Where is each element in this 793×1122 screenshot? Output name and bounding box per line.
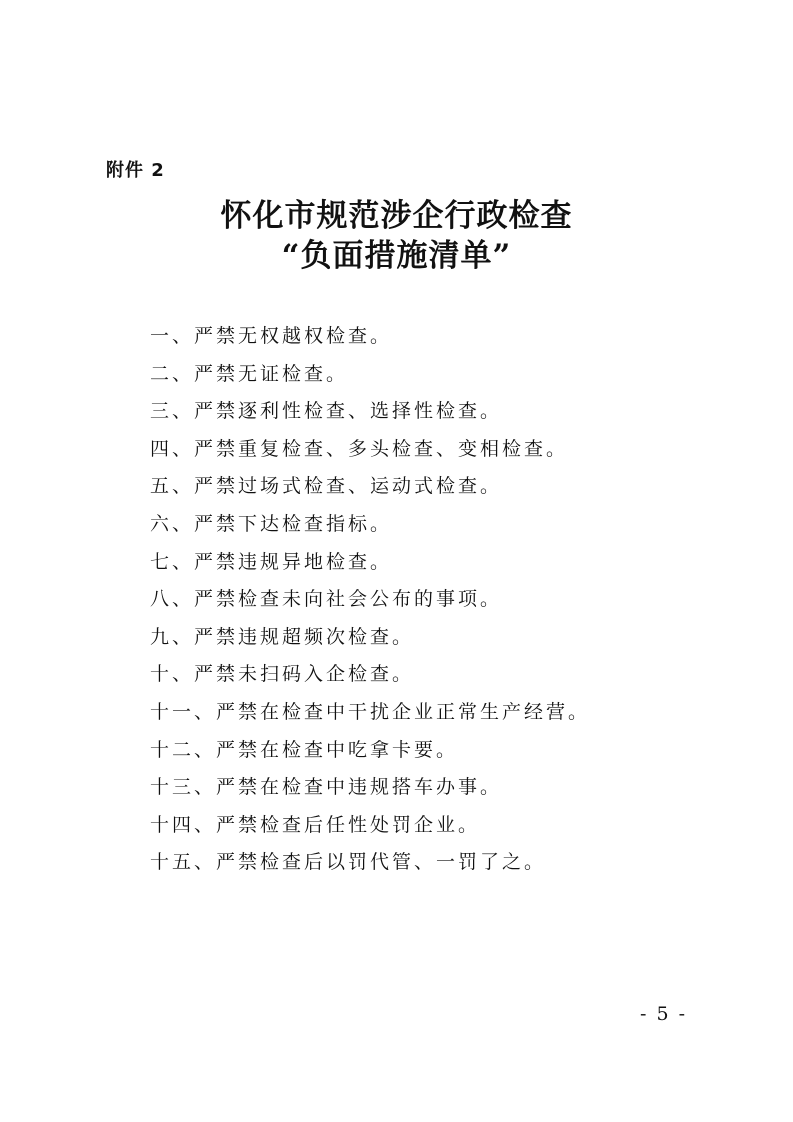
- list-item: 一、严禁无权越权检查。: [150, 325, 393, 347]
- list-item: 五、严禁过场式检查、运动式检查。: [150, 475, 503, 498]
- list-item: 十一、严禁在检查中干扰企业正常生产经营。: [150, 700, 591, 723]
- list-item: 二、严禁无证检查。: [150, 362, 349, 385]
- list-item: 三、严禁逐利性检查、选择性检查。: [150, 400, 503, 423]
- list-item: 十四、严禁检查后任性处罚企业。: [150, 813, 481, 836]
- list-item: 十、严禁未扫码入企检查。: [150, 663, 415, 686]
- list-item: 十三、严禁在检查中违规搭车办事。: [150, 776, 503, 799]
- list-item: 八、严禁检查未向社会公布的事项。: [150, 588, 503, 611]
- list-item: 十二、严禁在检查中吃拿卡要。: [150, 738, 459, 761]
- list-item: 四、严禁重复检查、多头检查、变相检查。: [150, 437, 569, 460]
- document-title-line-2: “负面措施清单”: [281, 238, 512, 274]
- attachment-label: 附件 2: [106, 160, 165, 181]
- list-item: 九、严禁违规超频次检查。: [150, 625, 415, 648]
- prohibition-list: [150, 318, 590, 882]
- list-item: 六、严禁下达检查指标。: [150, 512, 393, 535]
- document-title-line-1: 怀化市规范涉企行政检查: [220, 198, 573, 234]
- list-item: 十五、严禁检查后以罚代管、一罚了之。: [150, 851, 547, 874]
- page-number: - 5 -: [640, 1003, 688, 1025]
- list-item: 七、严禁违规异地检查。: [150, 550, 393, 573]
